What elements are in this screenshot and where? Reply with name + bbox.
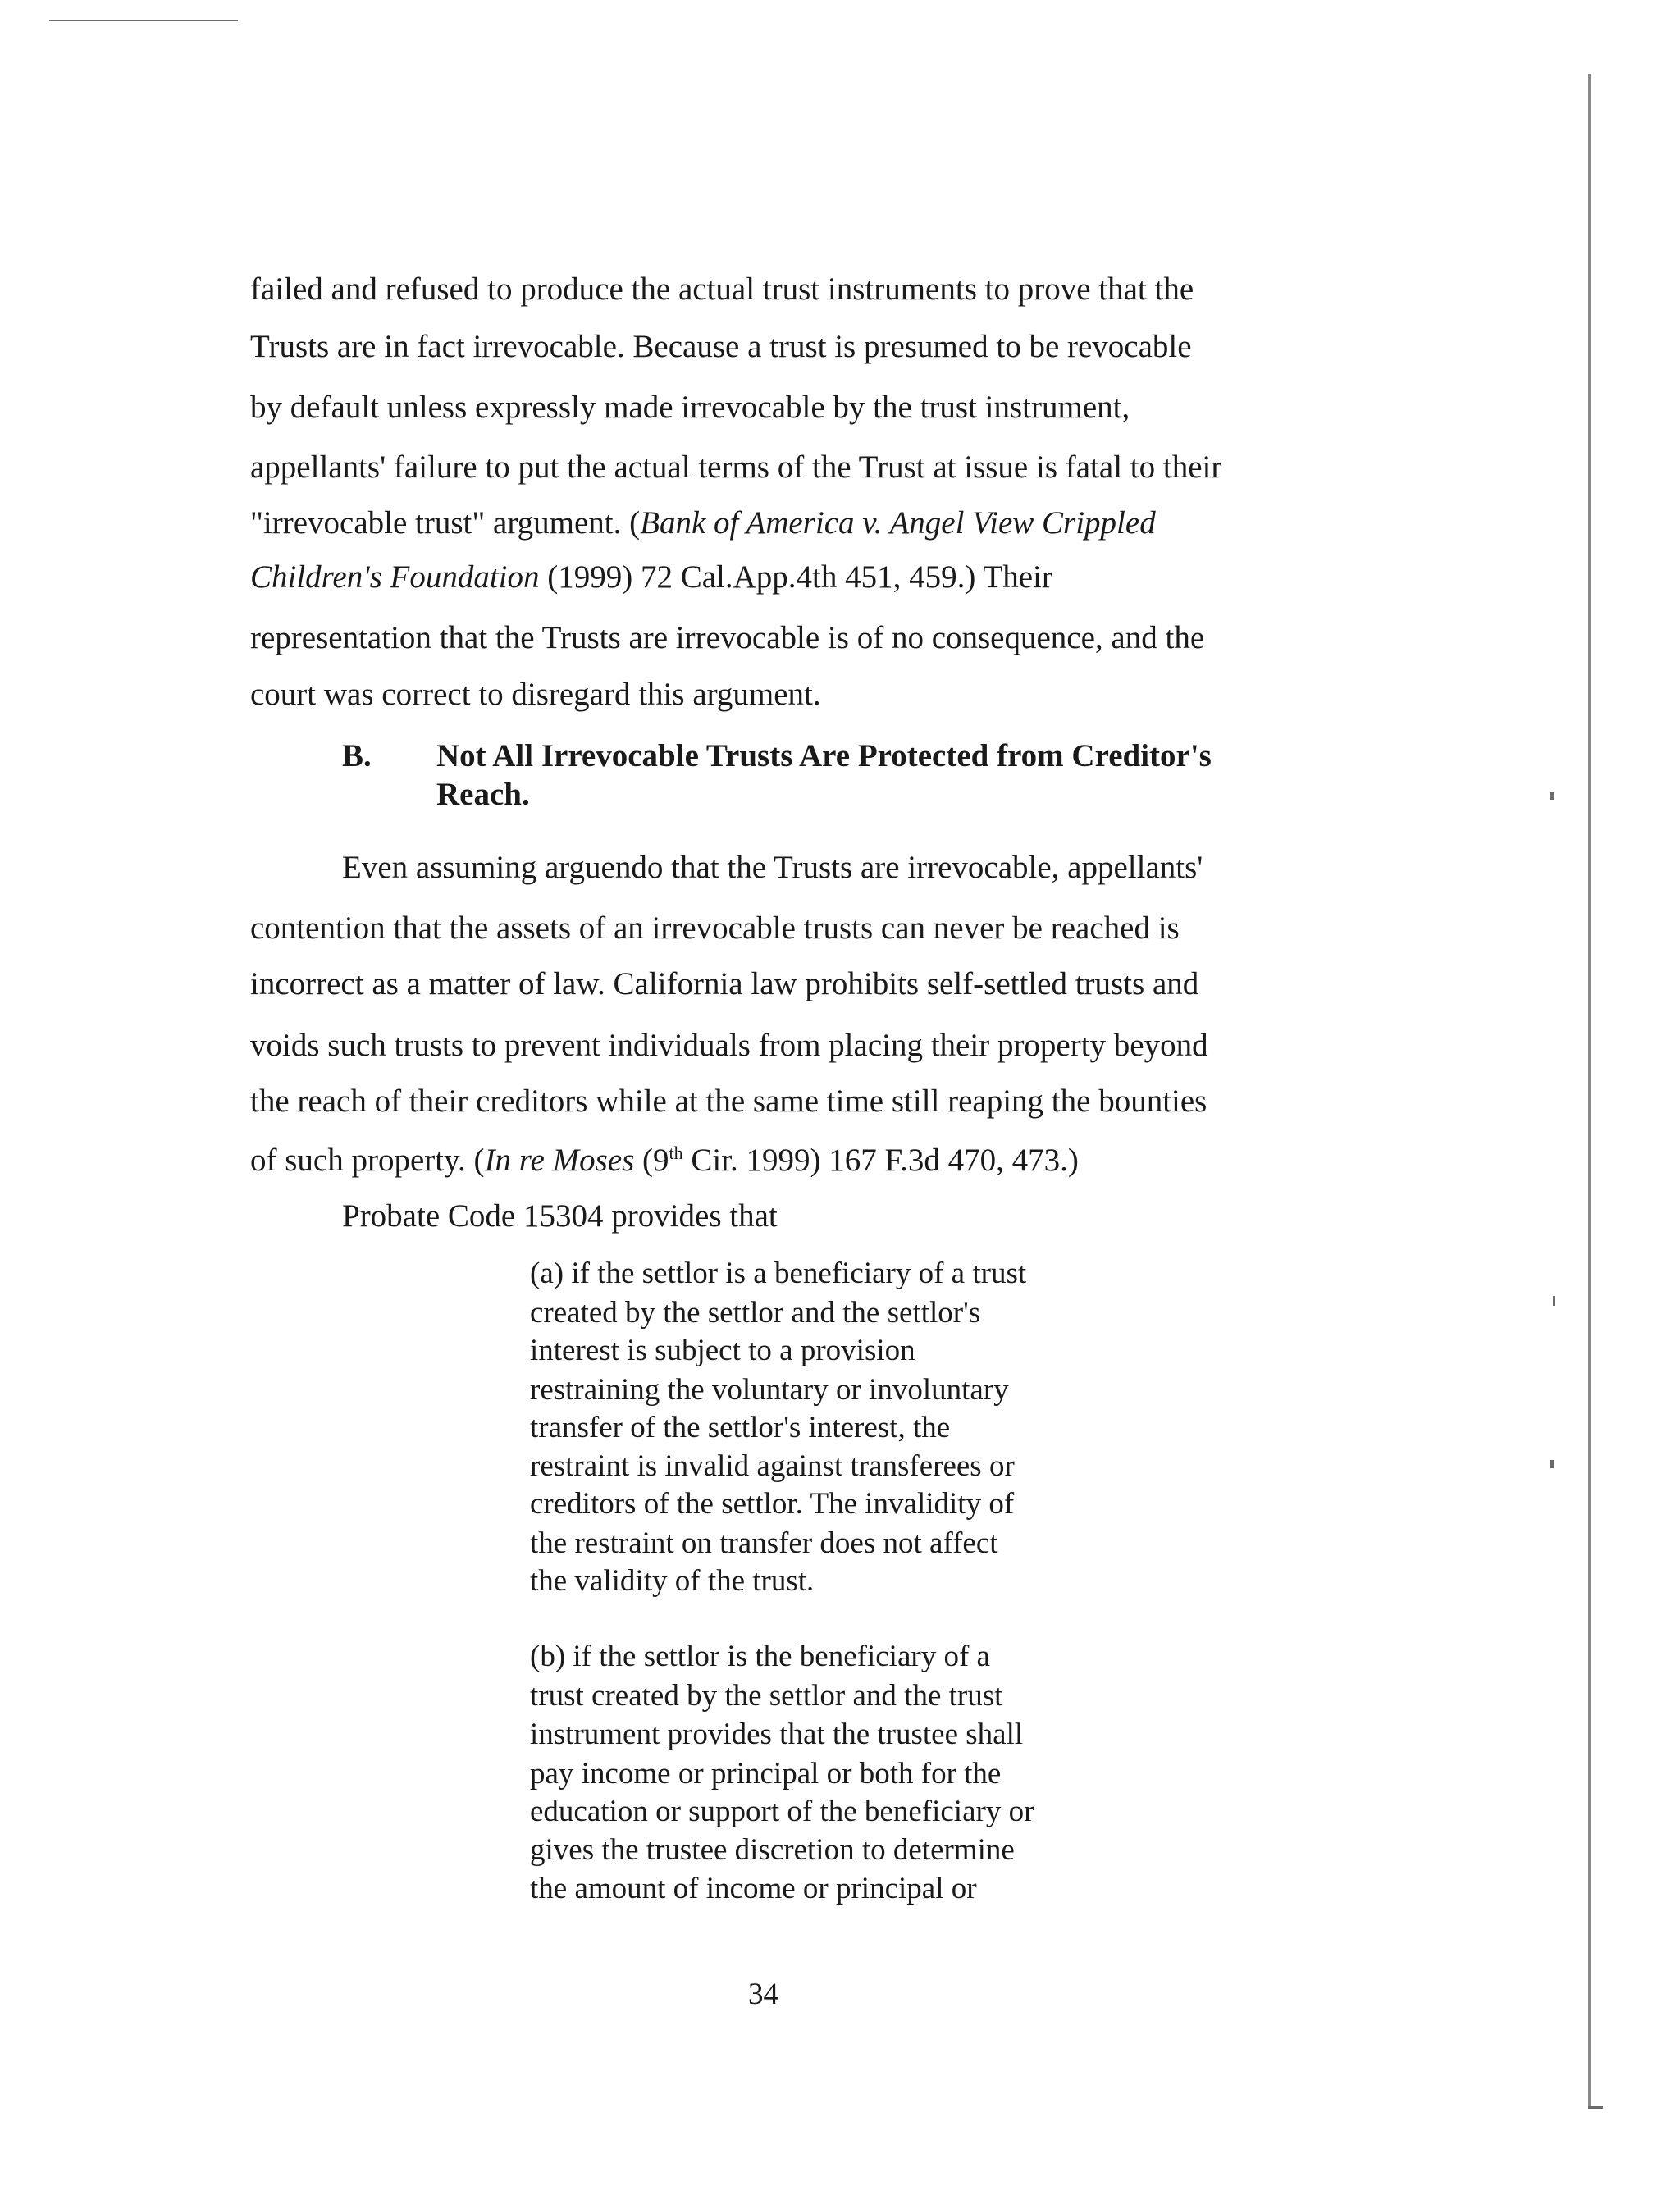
block-quote-line: trust created by the settlor and the trust	[530, 1679, 1003, 1713]
body-text-line-citation: of such property. (In re Moses (9th Cir. 1999) 167 F.3d 470, 473.)	[250, 1143, 1079, 1178]
section-heading: Not All Irrevocable Trusts Are Protected from Creditor's	[436, 738, 1212, 773]
body-text-line: the reach of their creditors while at the same time still reaping the bounties	[250, 1084, 1208, 1119]
body-text-line: voids such trusts to prevent individuals from placing their property beyond	[250, 1028, 1208, 1063]
body-text-line: representation that the Trusts are irrevocable is of no consequence, and the	[250, 620, 1205, 655]
scan-speck	[1550, 1460, 1554, 1468]
scan-artifact-top-left	[49, 20, 238, 21]
body-text-line-citation: Children's Foundation (1999) 72 Cal.App.4th 451, 459.) Their	[250, 559, 1052, 595]
body-text-line: failed and refused to produce the actual trust instruments to prove that the	[250, 271, 1194, 307]
scan-artifact-right-edge	[1588, 74, 1591, 2108]
block-quote-line: restraint is invalid against transferees or	[530, 1449, 1015, 1483]
body-text-line: appellants' failure to put the actual terms of the Trust at issue is fatal to their	[250, 449, 1222, 485]
block-quote-line: transfer of the settlor's interest, the	[530, 1411, 951, 1444]
case-name: Children's Foundation	[250, 559, 540, 595]
body-text-line: Trusts are in fact irrevocable. Because a trust is presumed to be revocable	[250, 329, 1192, 364]
block-quote-line: the amount of income or principal or	[530, 1872, 977, 1905]
body-text-line: contention that the assets of an irrevocable trusts can never be reached is	[250, 910, 1180, 946]
case-name: In re Moses	[484, 1143, 635, 1178]
body-text-line: incorrect as a matter of law. California law prohibits self-settled trusts and	[250, 966, 1199, 1001]
block-quote-line: (b) if the settlor is the beneficiary of a	[530, 1640, 990, 1673]
block-quote-line: created by the settlor and the settlor's	[530, 1296, 981, 1330]
block-quote-line: pay income or principal or both for the	[530, 1757, 1002, 1791]
block-quote-line: instrument provides that the trustee shall	[530, 1718, 1024, 1751]
body-text-line: Even assuming arguendo that the Trusts are irrevocable, appellants'	[342, 850, 1203, 885]
section-heading: Reach.	[436, 777, 530, 812]
page-number: 34	[748, 1978, 778, 2011]
scan-speck	[1550, 792, 1554, 800]
body-text-line-citation: "irrevocable trust" argument. (Bank of America v. Angel View Crippled	[250, 505, 1156, 541]
case-name: Bank of America v. Angel View Crippled	[640, 505, 1156, 541]
block-quote-line: education or support of the beneficiary or	[530, 1795, 1034, 1828]
block-quote-line: gives the trustee discretion to determine	[530, 1833, 1015, 1867]
block-quote-line: creditors of the settlor. The invalidity of	[530, 1487, 1015, 1521]
scan-speck	[1553, 1296, 1555, 1306]
body-text-line: court was correct to disregard this argument.	[250, 677, 821, 712]
block-quote-line: the restraint on transfer does not affect	[530, 1526, 998, 1560]
block-quote-line: the validity of the trust.	[530, 1564, 815, 1598]
block-quote-line: (a) if the settlor is a beneficiary of a trust	[530, 1257, 1027, 1290]
scan-artifact-right-foot	[1588, 2106, 1603, 2109]
body-text-line: Probate Code 15304 provides that	[342, 1198, 778, 1234]
heading-marker: B.	[342, 738, 372, 773]
block-quote-line: interest is subject to a provision	[530, 1334, 915, 1367]
body-text-line: by default unless expressly made irrevocable by the trust instrument,	[250, 390, 1130, 425]
block-quote-line: restraining the voluntary or involuntary	[530, 1373, 1009, 1407]
